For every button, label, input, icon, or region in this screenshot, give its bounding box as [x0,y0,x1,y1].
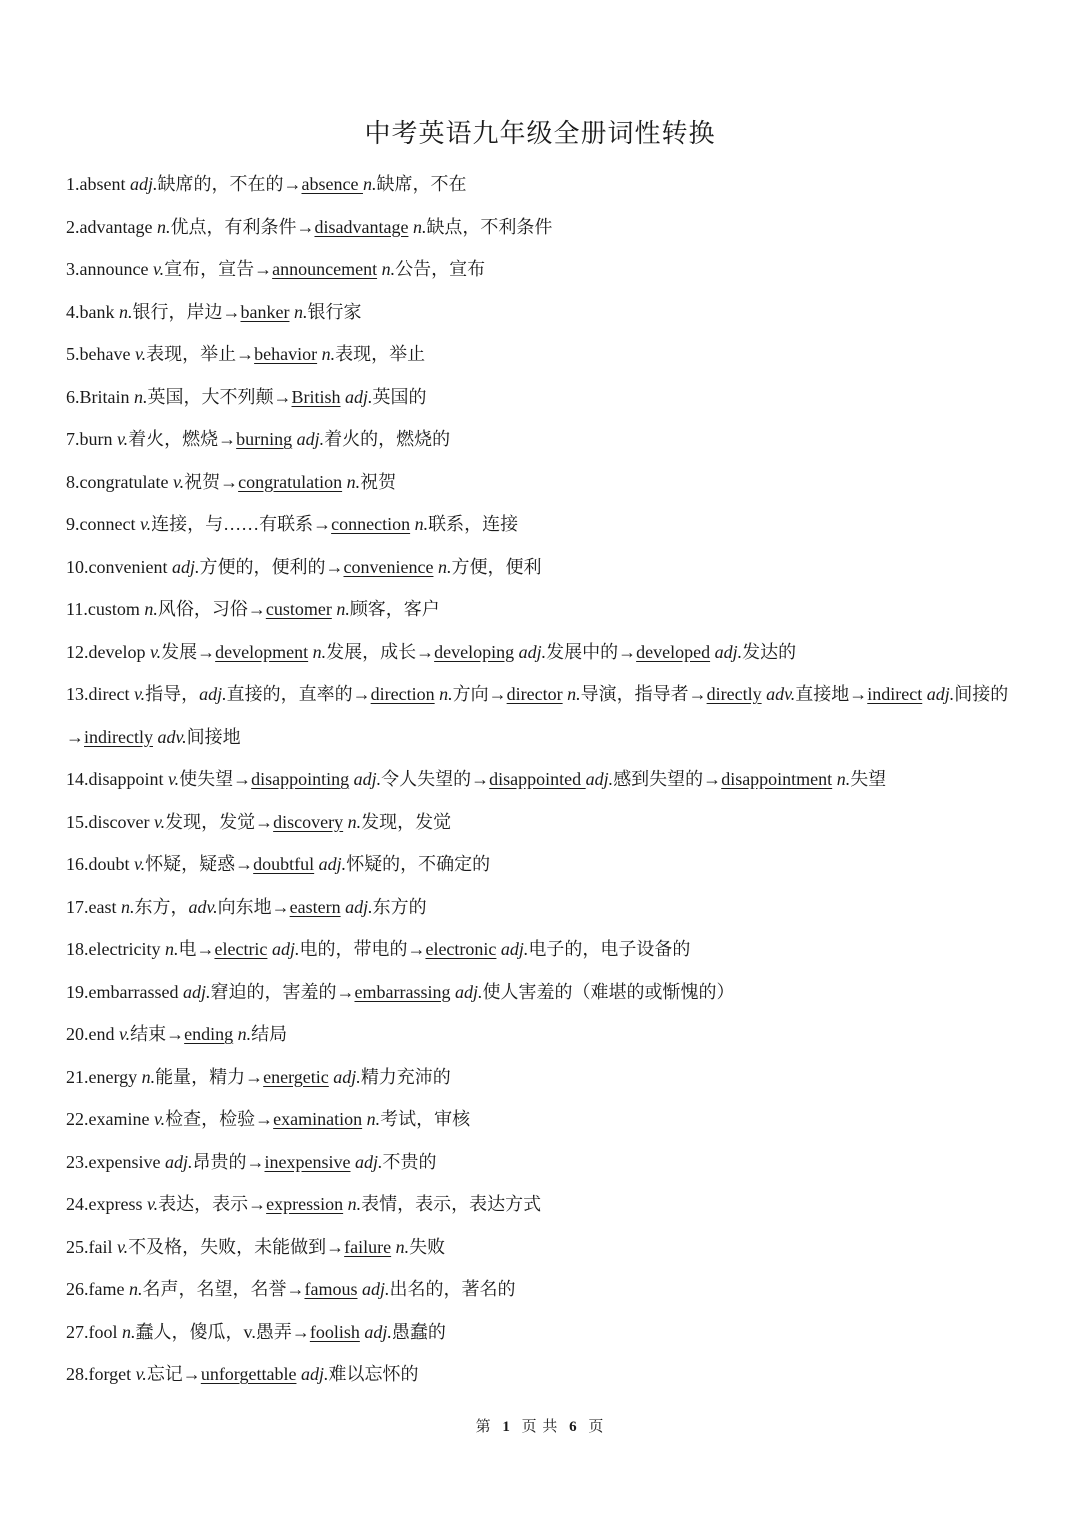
part-of-speech: adj. [364,1321,392,1342]
entry-text: 忘记→ [146,1364,201,1384]
part-of-speech: n. [164,939,179,959]
entry-text: 感到失望的→ [613,769,722,789]
part-of-speech: n. [567,684,581,704]
part-of-speech: n. [362,174,377,194]
part-of-speech: n. [437,556,452,577]
entry-text: 发现，发觉→ [165,811,274,832]
part-of-speech: v. [134,344,147,364]
entry-text: 不及格，失败，未能做到→ [128,1236,345,1257]
part-of-speech: n. [321,344,336,364]
vocab-entry [66,1353,1026,1396]
part-of-speech: n. [412,216,427,237]
derived-word: failure [344,1236,392,1257]
vocab-entry [66,546,1026,589]
derived-word: developed [636,641,711,662]
derived-word: famous [304,1279,358,1299]
part-of-speech: adj. [333,1066,361,1087]
derived-word: direction [370,684,435,704]
entry-text: 优点，有利条件→ [170,216,315,237]
part-of-speech: n. [439,684,453,704]
entry-text: 表现，举止→ [146,344,255,364]
entry-text: 结局 [251,1024,288,1044]
derived-word: developing [434,641,515,662]
entry-text: 精力充沛的 [360,1066,451,1087]
entry-text: 表情，表示，表达方式 [361,1194,542,1214]
vocab-entry [66,631,1026,674]
footer-middle: 页 共 [521,1419,559,1435]
derived-word: electronic [425,939,497,959]
part-of-speech: n. [120,896,135,917]
derived-word: announcement [272,259,378,279]
vocabulary-list [66,163,1026,1396]
entry-text: 5.behave [66,344,135,364]
part-of-speech: n. [144,599,158,619]
derived-word: behavior [254,344,318,364]
part-of-speech: v. [139,514,152,534]
entry-text: 导演，指导者→ [580,684,707,704]
entry-text: 16.doubt [66,854,135,874]
derived-word: energetic [263,1066,329,1087]
entry-text: 27.fool [66,1321,122,1342]
entry-text: 17.east [66,896,121,917]
entry-text: 昂贵的→ [192,1151,265,1172]
entry-text: 愚蠢的 [391,1321,446,1342]
derived-word: convenience [343,556,434,577]
part-of-speech: n. [128,1279,143,1299]
part-of-speech: n. [134,386,148,407]
entry-text: 25.fail [66,1236,117,1257]
part-of-speech: adj. [199,684,227,704]
entry-text: 19.embarrassed [66,981,183,1002]
entry-text: 结束→ [130,1024,185,1044]
part-of-speech: adj. [345,386,373,407]
derived-word: disappointment [721,769,833,789]
entry-text: 12.develop [66,641,150,662]
entry-text: 直接的，直率的→ [226,684,371,704]
part-of-speech: n. [414,514,429,534]
part-of-speech: v. [172,471,185,492]
entry-text: 23.expensive [66,1151,165,1172]
derived-word: ending [184,1024,234,1044]
part-of-speech: adj. [164,1151,193,1172]
entry-text: 2.advantage [66,216,157,237]
derived-word: disadvantage [314,216,409,237]
entry-text: 15.discover [66,811,154,832]
part-of-speech: v. [135,1364,147,1384]
part-of-speech: adj. [926,684,955,704]
part-of-speech: v. [168,769,180,789]
vocab-entry [66,758,1026,801]
entry-text: 缺席，不在 [376,174,467,194]
entry-text: 缺席的，不在的→ [157,174,302,194]
part-of-speech: v. [134,854,146,874]
part-of-speech: v. [153,811,166,832]
part-of-speech: adv. [157,726,187,747]
entry-text: 方便，便利 [451,556,542,577]
entry-text: 发展中的→ [546,641,637,662]
entry-text: 怀疑的，不确定的 [346,854,491,874]
footer-prefix: 第 [475,1419,492,1435]
entry-text: 失败 [409,1236,446,1257]
entry-text: 使失望→ [179,769,252,789]
part-of-speech: n. [122,1321,136,1342]
entry-text: 方向→ [452,684,507,704]
derived-word: congratulation [238,471,343,492]
entry-text: 13.direct [66,684,134,704]
entry-text: 东方， [134,896,189,917]
vocab-entry [66,418,1026,461]
entry-text: 电的，带电的→ [299,939,426,959]
part-of-speech: n. [141,1066,156,1087]
entry-text: 东方的 [372,896,427,917]
part-of-speech: n. [156,216,171,237]
part-of-speech: n. [237,1024,252,1044]
vocab-entry [66,588,1026,631]
part-of-speech: adj. [129,174,158,194]
part-of-speech: v. [152,259,165,279]
derived-word: unforgettable [200,1364,297,1384]
entry-text: 26.fame [66,1279,129,1299]
entry-text: 英国，大不列颠→ [147,386,292,407]
part-of-speech: adj. [354,1151,383,1172]
vocab-entry [66,1013,1026,1056]
part-of-speech: adv. [188,896,218,917]
entry-text: 发展，成长→ [326,641,435,662]
entry-text: 直接地→ [795,684,868,704]
entry-text: 祝贺→ [184,471,239,492]
entry-text: 发达的 [742,641,797,662]
part-of-speech: n. [347,1194,362,1214]
vocab-entry [66,503,1026,546]
entry-text: 6.Britain [66,386,134,407]
derived-word: indirect [867,684,923,704]
derived-word: inexpensive [264,1151,351,1172]
vocab-entry [66,1056,1026,1099]
entry-text: 3.announce [66,259,153,279]
entry-text: 20.end [66,1024,119,1044]
entry-text: 考试，审核 [380,1109,471,1129]
derived-word: banker [240,301,290,322]
vocab-entry [66,1141,1026,1184]
vocab-entry [66,163,1026,206]
derived-word: electric [214,939,268,959]
vocab-entry [66,971,1026,1014]
entry-text: 怀疑，疑惑→ [145,854,254,874]
part-of-speech: n. [836,769,851,789]
entry-text: 电→ [178,939,215,959]
entry-text: 11.custom [66,599,145,619]
vocab-entry [66,928,1026,971]
derived-word: connection [331,514,411,534]
part-of-speech: adj. [454,981,483,1002]
entry-text: 10.convenient [66,556,172,577]
entry-text: 银行家 [307,301,362,322]
derived-word: absence [301,174,363,194]
entry-text: 发现，发觉 [361,811,452,832]
vocab-entry [66,673,1026,758]
part-of-speech: n. [395,1236,410,1257]
part-of-speech: adj. [714,641,743,662]
part-of-speech: v. [117,429,129,449]
entry-text: 21.energy [66,1066,142,1087]
vocab-entry [66,1311,1026,1354]
vocab-entry [66,376,1026,419]
vocab-entry [66,886,1026,929]
entry-text: 9.connect [66,514,140,534]
entry-text: 窘迫的，害羞的→ [210,981,355,1002]
derived-word: customer [265,599,332,619]
entry-text: 不贵的 [382,1151,437,1172]
derived-word: disappointed [489,769,586,789]
vocab-entry [66,248,1026,291]
part-of-speech: adj. [171,556,200,577]
entry-text: 风俗，习俗→ [157,599,266,619]
vocab-entry [66,206,1026,249]
entry-text: 间接的→ [66,684,1009,747]
entry-text: 电子的，电子设备的 [528,939,691,959]
entry-text: 英国的 [372,386,427,407]
part-of-speech: v. [133,684,146,704]
entry-text: 22.examine [66,1109,154,1129]
vocab-entry [66,291,1026,334]
part-of-speech: v. [149,641,162,662]
part-of-speech: adj. [318,854,347,874]
derived-word: discovery [273,811,344,832]
part-of-speech: n. [381,259,396,279]
derived-word: burning [236,429,293,449]
part-of-speech: n. [312,641,327,662]
entry-text: 28.forget [66,1364,136,1384]
derived-word: British [291,386,341,407]
part-of-speech: adj. [300,1364,329,1384]
derived-word: doubtful [253,854,315,874]
entry-text: 银行，岸边→ [132,301,241,322]
entry-text: 难以忘怀的 [328,1364,419,1384]
vocab-entry [66,1098,1026,1141]
entry-text: 缺点，不利条件 [426,216,553,237]
part-of-speech: adj. [271,939,300,959]
vocab-entry [66,461,1026,504]
entry-text: 祝贺 [360,471,397,492]
entry-text: 能量，精力→ [155,1066,264,1087]
derived-word: disappointing [251,769,350,789]
page-title: 中考英语九年级全册词性转换 [364,119,716,148]
derived-word: embarrassing [354,981,451,1002]
part-of-speech: n. [293,301,308,322]
derived-word: indirectly [84,726,153,747]
entry-text: 蠢人，傻瓜，v.愚弄→ [135,1321,310,1342]
entry-text: 出名的，著名的 [389,1279,516,1299]
derived-word: directly [706,684,762,704]
entry-text: 7.burn [66,429,117,449]
current-page-number: 1 [502,1419,511,1435]
entry-text: 向东地→ [217,896,290,917]
entry-text: 顾客，客户 [349,599,440,619]
vocab-entry [66,1268,1026,1311]
derived-word: eastern [289,896,341,917]
entry-text: 8.congratulate [66,471,173,492]
entry-text: 4.bank [66,301,119,322]
entry-text: 指导， [145,684,200,704]
entry-text: 间接地 [186,726,241,747]
part-of-speech: adj. [585,769,614,789]
entry-text: 14.disappoint [66,769,168,789]
entry-text: 方便的，便利的→ [199,556,344,577]
part-of-speech: n. [336,599,350,619]
vocab-entry [66,843,1026,886]
part-of-speech: n. [346,471,361,492]
part-of-speech: adj. [518,641,547,662]
entry-text: 令人失望的→ [381,769,490,789]
entry-text: 联系，连接 [428,514,519,534]
entry-text: 表达，表示→ [158,1194,267,1214]
vocab-entry [66,333,1026,376]
derived-word: foolish [309,1321,360,1342]
part-of-speech: n. [366,1109,381,1129]
entry-text: 公告，宣布 [395,259,486,279]
derived-word: expression [266,1194,344,1214]
part-of-speech: v. [153,1109,166,1129]
vocab-entry [66,801,1026,844]
vocab-entry [66,1226,1026,1269]
derived-word: development [215,641,309,662]
entry-text: 检查，检验→ [165,1109,274,1129]
entry-text: 着火的，燃烧的 [324,429,451,449]
derived-word: director [506,684,563,704]
entry-text: 宣布，宣告→ [164,259,273,279]
part-of-speech: adj. [182,981,211,1002]
derived-word: examination [273,1109,363,1129]
page-footer [0,1415,1080,1436]
footer-suffix: 页 [588,1419,605,1435]
part-of-speech: v. [119,1024,131,1044]
entry-text: 失望 [850,769,887,789]
entry-text: 着火，燃烧→ [128,429,237,449]
part-of-speech: adj. [500,939,529,959]
total-pages-number: 6 [569,1419,578,1435]
entry-text: 发展→ [161,641,216,662]
part-of-speech: v. [117,1236,129,1257]
entry-text: 18.electricity [66,939,165,959]
entry-text: 1.absent [66,174,130,194]
part-of-speech: n. [119,301,133,322]
entry-text: 24.express [66,1194,147,1214]
part-of-speech: adj. [361,1279,390,1299]
entry-text: 表现，举止 [335,344,426,364]
part-of-speech: adv. [766,684,796,704]
part-of-speech: adj. [296,429,325,449]
part-of-speech: v. [146,1194,159,1214]
entry-text: 连接，与……有联系→ [151,514,332,534]
part-of-speech: adj. [345,896,373,917]
part-of-speech: adj. [353,769,382,789]
entry-text: 使人害羞的（难堪的或惭愧的） [482,981,735,1002]
part-of-speech: n. [347,811,362,832]
vocab-entry [66,1183,1026,1226]
entry-text: 名声，名望，名誉→ [142,1279,305,1299]
